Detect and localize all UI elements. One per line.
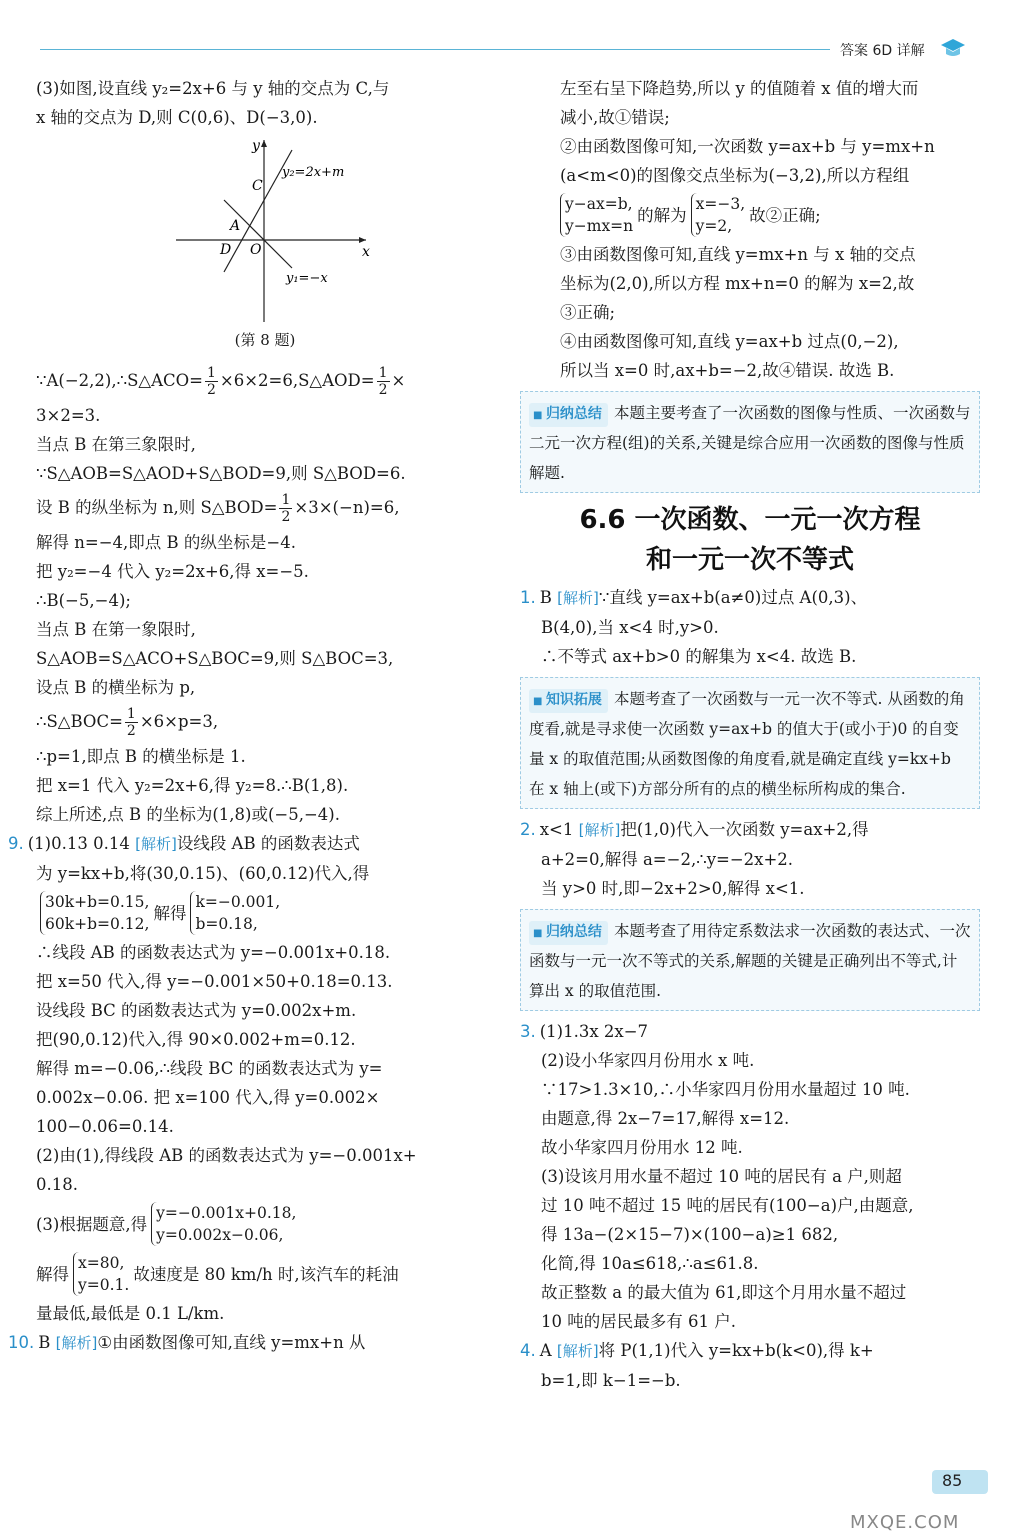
analysis-tag: [解析] — [135, 835, 177, 853]
knowledge-box — [520, 677, 980, 809]
answer-text: (1)0.13 0.14 — [27, 834, 130, 853]
header-rule — [40, 49, 830, 50]
label-O: O — [250, 242, 262, 258]
text-line: 所以当 x=0 时,ax+b=−2,故④错误. 故选 B. — [560, 361, 895, 380]
text-line: B(4,0),当 x<4 时,y>0. — [541, 618, 719, 637]
analysis-tag: [解析] — [557, 589, 599, 607]
fraction-numerator: 1 — [126, 706, 136, 722]
question-10-header — [8, 1328, 494, 1358]
x-axis-arrow — [359, 237, 366, 243]
area-line — [36, 361, 494, 401]
text-line: a+2=0,解得 a=−2,∴y=−2x+2. — [541, 850, 794, 869]
label-line1: y₁=−x — [286, 271, 328, 286]
text-line: 把 x=1 代入 y₂=2x+6,得 y₂=8.∴B(1,8). — [36, 776, 349, 795]
text-line: 把 x=50 代入,得 y=−0.001×50+0.18=0.13. — [36, 972, 393, 991]
boc-line — [36, 702, 494, 742]
text-span: ×6×2=6,S△AOD= — [219, 371, 375, 390]
text-line: ③由函数图像可知,直线 y=mx+n 与 x 轴的交点 — [560, 245, 916, 264]
text-span: ①由函数图像可知,直线 y=mx+n 从 — [97, 1333, 366, 1352]
text-line: 左至右呈下降趋势,所以 y 的值随着 x 值的增大而 — [560, 79, 919, 98]
label-C: C — [252, 178, 263, 194]
equation: 30k+b=0.15, — [45, 893, 150, 911]
text-line: ④由函数图像可知,直线 y=ax+b 过点(0,−2), — [560, 332, 899, 351]
text-span: 设线段 AB 的函数表达式 — [176, 834, 360, 853]
left-column — [8, 74, 494, 1358]
text-span: 把(1,0)代入一次函数 y=ax+2,得 — [620, 820, 869, 839]
section-title: 6.6 一次函数、一元一次方程 — [579, 505, 921, 535]
graduation-cap-icon — [940, 36, 966, 60]
equation: y−ax=b, — [565, 195, 633, 213]
text-line: 解得 m=−0.06,∴线段 BC 的函数表达式为 y= — [36, 1059, 383, 1078]
equation: y−mx=n — [565, 217, 634, 235]
equation-system — [190, 891, 280, 935]
equation: k=−0.001, — [195, 893, 281, 911]
text-line: 为 y=kx+b,将(30,0.15)、(60,0.12)代入,得 — [36, 864, 370, 883]
label-y: y — [252, 138, 260, 154]
text-line: ∴p=1,即点 B 的横坐标是 1. — [36, 747, 246, 766]
text-span: 故速度是 80 km/h 时,该汽车的耗油 — [133, 1264, 399, 1284]
text-line: 当点 B 在第三象限时, — [36, 435, 196, 454]
text-line: 0.002x−0.06. 把 x=100 代入,得 y=0.002× — [36, 1088, 380, 1107]
equation: y=0.1. — [78, 1276, 130, 1294]
fraction — [279, 492, 292, 525]
question-9-header — [8, 829, 494, 859]
text-span: ∵A(−2,2),∴S△ACO= — [36, 371, 203, 390]
text-span: (3)根据题意,得 — [36, 1214, 148, 1234]
fraction-numerator: 1 — [378, 365, 388, 381]
equation-system — [691, 193, 746, 237]
answer-text: (1)1.3x 2x−7 — [539, 1022, 649, 1041]
equation-system-line — [520, 190, 980, 240]
analysis-tag: [解析] — [578, 821, 621, 839]
text-line: 化简,得 10a≤618,∴a≤61.8. — [541, 1254, 759, 1273]
text-span: 解得 — [36, 1264, 69, 1284]
y-axis-arrow — [261, 140, 267, 147]
fraction-numerator: 1 — [206, 365, 216, 381]
question-2-header — [520, 815, 980, 845]
text-span: 故②正确; — [749, 205, 821, 225]
question-number: 2. — [520, 820, 536, 839]
label-D: D — [220, 242, 232, 258]
equation-system — [73, 1252, 129, 1296]
text-line: 由题意,得 2x−7=17,解得 x=12. — [541, 1109, 790, 1128]
text-line: 100−0.06=0.14. — [36, 1117, 174, 1136]
text-line: 设线段 BC 的函数表达式为 y=0.002x+m. — [36, 1001, 357, 1020]
question-4-header — [520, 1336, 980, 1366]
text-line: S△AOB=S△ACO+S△BOC=9,则 S△BOC=3, — [36, 649, 394, 668]
right-column — [520, 74, 980, 1395]
text-line: 过 10 吨不超过 15 吨的居民有(100−a)户,由题意, — [541, 1196, 914, 1215]
fraction — [377, 365, 390, 398]
label-A: A — [230, 218, 241, 234]
question-1-header — [520, 583, 980, 613]
text-line: 设点 B 的横坐标为 p, — [36, 678, 196, 697]
fraction-denominator: 2 — [281, 509, 291, 525]
page-number-text: 85 — [942, 1471, 963, 1490]
equation-system-line — [36, 1199, 494, 1249]
text-line: 量最低,最低是 0.1 L/km. — [36, 1304, 225, 1323]
question-number: 9. — [8, 834, 24, 853]
text-span: ×3×(−n)=6, — [294, 498, 400, 517]
text-span: 设 B 的纵坐标为 n,则 S△BOD= — [36, 498, 278, 517]
summary-label: ■ 归纳总结 — [529, 921, 608, 945]
answer-text: B — [539, 588, 552, 607]
text-line: (3)如图,设直线 y₂=2x+6 与 y 轴的交点为 C,与 — [36, 79, 390, 98]
equation-system-line — [36, 1249, 494, 1299]
text-span: × — [391, 371, 406, 390]
text-line: 0.18. — [36, 1175, 78, 1194]
text-span: 将 P(1,1)代入 y=kx+b(k<0),得 k+ — [598, 1341, 874, 1360]
knowledge-text: 本题考查了一次函数与一元一次不等式. 从函数的角度看,就是寻求使一次函数 y=ax+b 的值大于(或小于)0 的自变量 x 的取值范围;从函数图像的角度看,就是确定直线 y=kx+b 在 x 轴上(或下)方部分所有的点的横坐标所构成的集合. — [529, 690, 965, 798]
text-line: (2)由(1),得线段 AB 的函数表达式为 y=−0.001x+ — [36, 1146, 417, 1165]
knowledge-label: ■ 知识拓展 — [529, 689, 608, 713]
text-line: ∵17>1.3×10,∴小华家四月份用水量超过 10 吨. — [541, 1080, 910, 1099]
equation-system — [151, 1202, 296, 1246]
analysis-tag: [解析] — [55, 1334, 98, 1352]
text-line: 3×2=3. — [36, 406, 101, 425]
answer-text: B — [38, 1333, 51, 1352]
text-span: ×6×p=3, — [139, 712, 219, 731]
section-subtitle: 和一元一次不等式 — [645, 545, 854, 575]
question-number: 1. — [520, 588, 536, 607]
summary-box — [520, 909, 980, 1011]
text-span: 的解为 — [637, 205, 687, 225]
text-line: 10 吨的居民最多有 61 户. — [541, 1312, 736, 1331]
fraction-denominator: 2 — [378, 382, 388, 398]
text-span: 解得 — [153, 903, 187, 923]
question-number: 4. — [520, 1341, 536, 1360]
text-line: ③正确; — [560, 303, 616, 322]
text-line: 当点 B 在第一象限时, — [36, 620, 196, 639]
equation-system-line — [36, 888, 494, 938]
fraction-numerator: 1 — [281, 492, 291, 508]
equation: y=−0.001x+0.18, — [156, 1204, 297, 1222]
equation: y=0.002x−0.06, — [156, 1226, 284, 1244]
graph-svg — [166, 136, 396, 326]
text-line: x 轴的交点为 D,则 C(0,6)、D(−3,0). — [36, 108, 318, 127]
text-line: 当 y>0 时,即−2x+2>0,解得 x<1. — [541, 879, 805, 898]
equation: y=2, — [695, 217, 733, 235]
text-line: ∴B(−5,−4); — [36, 591, 131, 610]
page-number — [932, 1466, 992, 1496]
analysis-tag: [解析] — [556, 1342, 599, 1360]
text-line: 把(90,0.12)代入,得 90×0.002+m=0.12. — [36, 1030, 356, 1049]
label-x: x — [362, 244, 370, 260]
text-line: (3)设该月用水量不超过 10 吨的居民有 a 户,则超 — [541, 1167, 902, 1186]
text-line: 综上所述,点 B 的坐标为(1,8)或(−5,−4). — [36, 805, 340, 824]
coordinate-figure — [166, 136, 396, 326]
question-number: 10. — [8, 1333, 35, 1352]
page-header — [40, 38, 990, 62]
text-line: (2)设小华家四月份用水 x 吨. — [541, 1051, 755, 1070]
bod-line — [36, 488, 494, 528]
text-line: 解得 n=−4,即点 B 的纵坐标是−4. — [36, 533, 296, 552]
equation: 60k+b=0.12, — [45, 915, 150, 933]
text-line: 把 y₂=−4 代入 y₂=2x+6,得 x=−5. — [36, 562, 309, 581]
fraction — [205, 365, 218, 398]
watermark-text: MXQE.COM — [850, 1512, 960, 1533]
equation-system — [560, 193, 633, 237]
summary-label: ■ 归纳总结 — [529, 403, 608, 427]
answer-text: x<1 — [539, 820, 574, 839]
text-span: ∴S△BOC= — [36, 712, 123, 731]
text-line: b=1,即 k−1=−b. — [541, 1371, 681, 1390]
text-line: 得 13a−(2×15−7)×(100−a)≥1 682, — [541, 1225, 839, 1244]
text-line: ②由函数图像可知,一次函数 y=ax+b 与 y=mx+n — [560, 137, 935, 156]
text-line: ∵S△AOB=S△AOD+S△BOD=9,则 S△BOD=6. — [36, 464, 406, 483]
answer-text: A — [539, 1341, 552, 1360]
fraction — [125, 706, 138, 739]
header-title: 答案 6D 详解 — [840, 43, 925, 59]
figure-caption: (第 8 题) — [234, 331, 296, 349]
text-line: (a<m<0)的图像交点坐标为(−3,2),所以方程组 — [560, 166, 910, 185]
question-number: 3. — [520, 1022, 536, 1041]
text-line: 减小,故①错误; — [560, 108, 670, 127]
equation: x=−3, — [695, 195, 746, 213]
equation: x=80, — [78, 1254, 125, 1272]
text-span: ∵直线 y=ax+b(a≠0)过点 A(0,3)、 — [598, 588, 868, 607]
label-line2: y₂=2x+m — [282, 165, 345, 180]
fraction-denominator: 2 — [206, 382, 216, 398]
text-line: ∴线段 AB 的函数表达式为 y=−0.001x+0.18. — [36, 943, 391, 962]
equation: b=0.18, — [195, 915, 258, 933]
summary-text: 本题考查了用待定系数法求一次函数的表达式、一次函数与一元一次不等式的关系,解题的关键是正确列出不等式,计算出 x 的取值范围. — [529, 922, 971, 1000]
fraction-denominator: 2 — [126, 723, 136, 739]
text-line: 坐标为(2,0),所以方程 mx+n=0 的解为 x=2,故 — [560, 274, 915, 293]
summary-text: 本题主要考查了一次函数的图像与性质、一次函数与二元一次方程(组)的关系,关键是综合应用一次函数的图像与性质解题. — [529, 404, 971, 482]
text-line: 故小华家四月份用水 12 吨. — [541, 1138, 743, 1157]
equation-system — [40, 891, 149, 935]
text-line: ∴不等式 ax+b>0 的解集为 x<4. 故选 B. — [541, 647, 857, 666]
summary-box — [520, 391, 980, 493]
question-3-header — [520, 1017, 980, 1046]
text-line: 故正整数 a 的最大值为 61,即这个月用水量不超过 — [541, 1283, 907, 1302]
